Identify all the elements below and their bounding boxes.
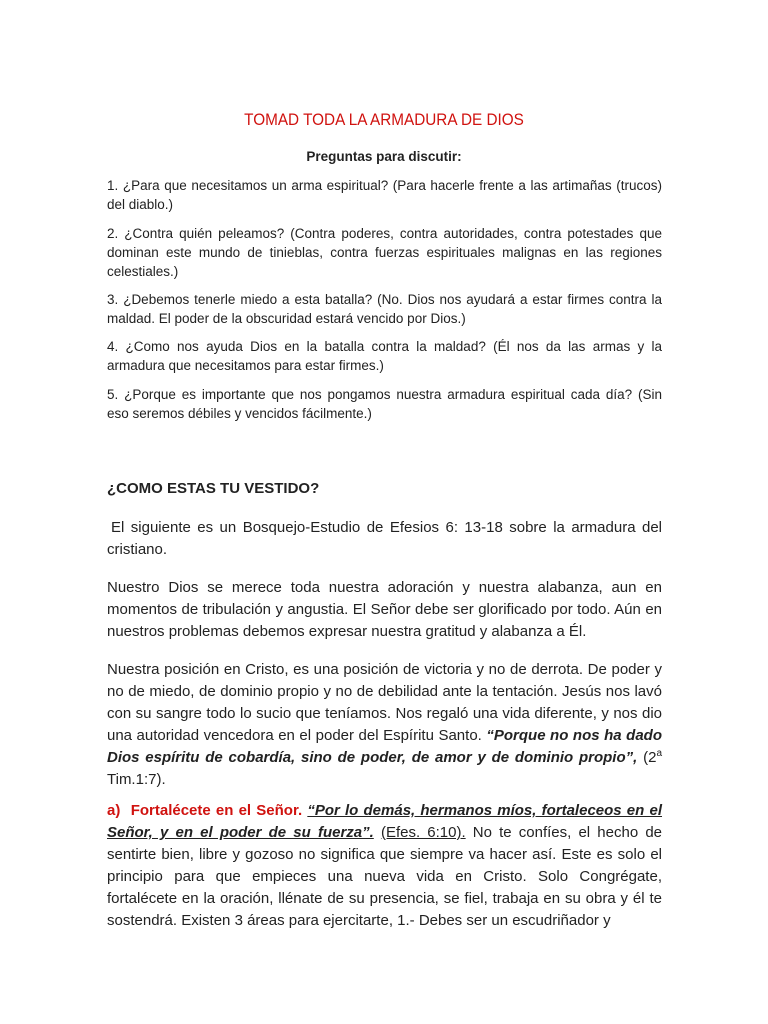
question-2: 2. ¿Contra quién peleamos? (Contra poderes, contra autoridades, contra potestades que dominan este mundo de tinieblas, contra fuerzas espirituales malignas en las regiones celestiales.): [107, 226, 662, 279]
scripture-ref-open: (2: [643, 749, 657, 766]
document-title: TOMAD TODA LA ARMADURA DE DIOS: [244, 110, 524, 129]
question-1: 1. ¿Para que necesitamos un arma espiritual? (Para hacerle frente a las artimañas (trucos) del diablo.): [107, 178, 662, 212]
paragraph-adoration: Nuestro Dios se merece toda nuestra adoración y nuestra alabanza, aun en momentos de tribulación y angustia. El Señor debe ser glorificado por todo. Aún en nuestros problemas debemos expresar nuestra gratitud y alabanza a Él.: [107, 579, 662, 640]
paragraph-position: [107, 659, 662, 791]
scripture-ref-sup: a: [656, 748, 662, 759]
scripture-ref-close: Tim.1:7).: [107, 771, 166, 788]
section-a-marker: a): [107, 802, 121, 819]
paragraph-position-text: Nuestra posición en Cristo, es una posición de victoria y no de derrota. De poder y no de miedo, de dominio propio y no de debilidad ante la tentación. Jesús nos lavó con su sangre todo lo sucio que teníamos. Nos regaló una vida diferente, y nos dio una autoridad vencedora en el poder del Espíritu Santo.: [107, 661, 662, 744]
section-a-heading: Fortalécete en el Señor.: [130, 802, 303, 819]
section-a-paragraph: [107, 800, 662, 932]
section-a-text: No te confíes, el hecho de sentirte bien, libre y gozoso no significa que siempre va hacer así. Este es solo el principio para que empieces una nueva vida en Cristo. Solo Congrégate, fortalécete en la oración, llénate de su presencia, se fiel, trabaja en su obra y él te sostendrá. Existen 3 áreas para ejercitarte, 1.- Debes ser un escudriñador y: [107, 824, 662, 929]
section-a-ref: (Efes. 6:10).: [380, 824, 466, 841]
scripture-quote: “Porque no nos ha dado Dios espíritu de cobardía, sino de poder, de amor y de dominio propio”,: [107, 727, 662, 766]
questions-subtitle: Preguntas para discutir:: [306, 149, 462, 164]
question-5: 5. ¿Porque es importante que nos pongamos nuestra armadura espiritual cada día? (Sin eso seremos débiles y vencidos fácilmente.): [107, 387, 662, 421]
question-3: 3. ¿Debemos tenerle miedo a esta batalla? (No. Dios nos ayudará a estar firmes contra la maldad. El poder de la obscuridad estará vencido por Dios.): [107, 292, 662, 326]
question-4: 4. ¿Como nos ayuda Dios en la batalla contra la maldad? (Él nos da las armas y la armadura que necesitamos para estar firmes.): [107, 339, 662, 373]
section-heading: ¿COMO ESTAS TU VESTIDO?: [107, 480, 320, 497]
intro-paragraph: El siguiente es un Bosquejo-Estudio de Efesios 6: 13-18 sobre la armadura del cristiano.: [107, 519, 662, 558]
section-a-quote: “Por lo demás, hermanos míos, fortaleceos en el Señor, y en el poder de su fuerza”.: [107, 802, 663, 841]
